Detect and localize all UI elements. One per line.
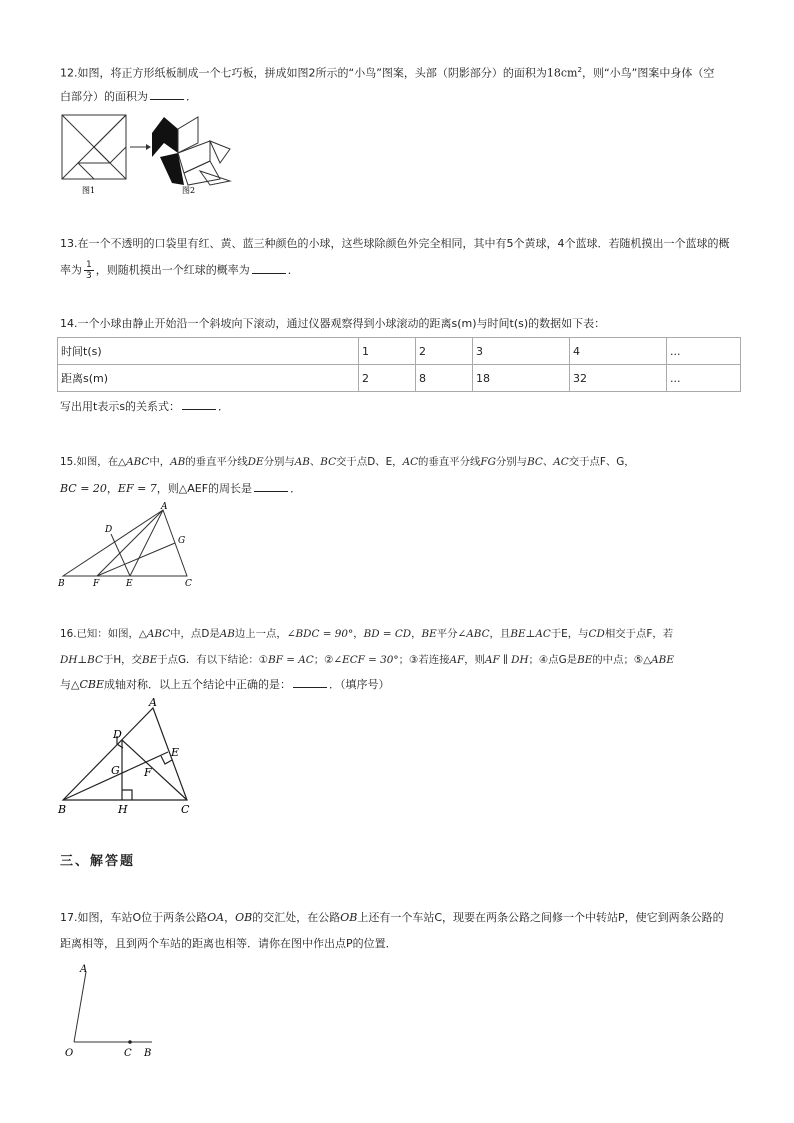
line-gf: [97, 543, 175, 576]
q16-c5v: △ABE: [643, 654, 674, 666]
q15-eq1: BC = 20: [60, 482, 107, 495]
fig1-label: 图1: [82, 186, 96, 195]
q14-table: [57, 337, 741, 392]
q17-line1: [60, 910, 724, 926]
q14-text: 14.一个小球由静止开始沿一个斜坡向下滚动，通过仪器观察得到小球滚动的距离s(m)与时间t(s)的数据如下表：: [60, 317, 606, 330]
q17-line2: [60, 936, 397, 952]
q16-ab: AB: [219, 628, 235, 640]
q17-t4: 距离相等，且到两个车站的距离也相等．请你在图中作出点P的位置．: [60, 937, 397, 950]
table-cell: 2: [416, 338, 473, 365]
triangle-abc: [63, 708, 187, 800]
road-oa: [74, 972, 86, 1042]
table-cell: 2: [359, 365, 416, 392]
line-af: [97, 510, 163, 576]
pt-h: H: [118, 803, 128, 816]
q13-end: ．: [287, 263, 299, 277]
q16-be: BE: [421, 628, 437, 640]
table-cell: 时间t(s): [58, 338, 359, 365]
q16-line3: [60, 676, 390, 693]
q16-cbe: △CBE: [71, 678, 104, 691]
q15-t2: 中，: [149, 456, 171, 468]
tangram-square: [62, 115, 126, 179]
pt-c: C: [185, 579, 192, 589]
section-title: 三、解答题: [60, 854, 136, 869]
table-row: [58, 338, 741, 365]
q17-t1: 17.如图，车站O位于两条公路: [60, 911, 208, 924]
q12-area-sup: 2: [577, 66, 582, 74]
q17-t3: 上还有一个车站C，现要在两条公路之间修一个中转站P，使它到两条公路的: [357, 911, 724, 924]
q13-text-2a: 率为: [60, 263, 82, 277]
q12-line1: [60, 62, 714, 82]
pt-f: F: [93, 579, 100, 589]
table-cell: 3: [473, 338, 570, 365]
pt-g: G: [111, 764, 120, 777]
q13-text-2b: ，则随机摸出一个红球的概率为: [95, 263, 250, 277]
q16-answer-blank[interactable]: [293, 676, 327, 688]
bird-figure: [152, 117, 230, 185]
q16-t12: ，则: [464, 654, 485, 666]
q15-t8: 交于点F、G，: [568, 456, 635, 468]
q15-t4: 分别与: [263, 456, 295, 468]
q16-line1: [60, 626, 673, 642]
q16-t13: ；④点G是: [528, 654, 578, 666]
table-cell: 18: [473, 365, 570, 392]
table-row: [58, 365, 741, 392]
q16-t5: ，且: [489, 628, 511, 640]
pt-b: B: [58, 803, 67, 816]
q15-ab2: AB: [294, 456, 310, 468]
q16-t10: ；②: [313, 654, 334, 666]
table-cell: 8: [416, 365, 473, 392]
q15-fg: FG: [480, 456, 496, 468]
q14-end: ．: [218, 400, 230, 413]
table-cell: ...: [667, 338, 741, 365]
pt-b: B: [144, 1048, 152, 1059]
q16-t14: 的中点；⑤: [592, 654, 644, 666]
right-angle-h: [122, 790, 132, 800]
fig2-label: 图2: [182, 186, 196, 195]
q15-ab: AB: [170, 456, 186, 468]
q13-answer-blank[interactable]: [252, 262, 286, 274]
q16-line2: [60, 652, 674, 668]
q15-line2: [60, 480, 301, 497]
q12-line2: [60, 88, 197, 105]
q14-line2: [60, 398, 229, 415]
q15-bc2: BC: [527, 456, 543, 468]
q16-t17: ．（填序号）: [329, 678, 390, 691]
arrow-head: [146, 144, 151, 150]
pt-c: C: [124, 1048, 132, 1059]
table-cell: 32: [570, 365, 667, 392]
q16-t1: 16.已知：如图，△: [60, 628, 147, 640]
q16-t16: 成轴对称．以上五个结论中正确的是：: [104, 678, 291, 691]
q16-abc: ∠ABC: [457, 628, 490, 640]
q15-t7: 分别与: [495, 456, 528, 468]
q15-de: DE: [247, 456, 264, 468]
q16-t2: 中，点D是: [170, 628, 220, 640]
q16-t6: 于E，与: [550, 628, 589, 640]
q15-end: ．: [290, 482, 302, 495]
q16-t8: 于H，交: [102, 654, 142, 666]
q15-line1: [60, 454, 635, 470]
q16-bd: BD = CD: [363, 628, 412, 640]
pt-e: E: [171, 746, 180, 759]
pt-d: D: [105, 525, 113, 535]
q15-answer-blank[interactable]: [254, 480, 288, 492]
q17-ob2: OB: [340, 911, 358, 924]
q16-beac: BE⊥AC: [510, 628, 551, 640]
q16-cd: CD: [588, 628, 605, 640]
pt-d: D: [113, 728, 122, 741]
pt-a: A: [149, 696, 157, 709]
q17-oa: OA: [207, 911, 225, 924]
q14-after: 写出用t表示s的关系式：: [60, 400, 181, 413]
q17-ob: OB: [235, 911, 253, 924]
frac-num: 1: [86, 260, 92, 270]
pt-f: F: [144, 766, 152, 779]
q12-text-b: ，则“小鸟”图案中身体（空: [581, 66, 715, 80]
q16-t11: ；③若连接: [398, 654, 450, 666]
q16-c3v: AF ∥ DH: [485, 654, 529, 666]
q12-end: ．: [186, 90, 197, 103]
frac-den: 3: [86, 271, 92, 281]
pt-e: E: [126, 579, 133, 589]
table-cell: ...: [667, 365, 741, 392]
q12-area: 18cm: [546, 66, 578, 80]
q16-af: AF: [449, 654, 465, 666]
q16-t3: 边上一点，: [234, 628, 287, 640]
line-de: [111, 534, 130, 576]
q15-t9: ，则△AEF的周长是: [156, 482, 253, 495]
q16-figure: [55, 694, 205, 818]
q15-figure: [55, 500, 205, 590]
q15-bc: BC: [320, 456, 337, 468]
q16-t15: 与: [60, 678, 71, 691]
q16-c2v: ∠ECF = 30°: [333, 654, 399, 666]
q16-c1v: BF = AC: [268, 654, 314, 666]
table-cell: 1: [359, 338, 416, 365]
q16-be-3: BE: [577, 654, 593, 666]
q12-text: 12.如图，将正方形纸板制成一个七巧板，拼成如图2所示的“小鸟”图案，头部（阴影部分）的面积为: [60, 66, 547, 80]
q12-answer-blank[interactable]: [150, 88, 184, 100]
q15-sep2: 、: [542, 456, 554, 468]
q17-figure: [58, 958, 168, 1062]
q15-sep1: 、: [309, 456, 321, 468]
pt-g: G: [178, 536, 186, 546]
q12-text-2: 白部分）的面积为: [60, 90, 148, 103]
line-ae: [130, 510, 163, 576]
q15-t5: 交于点D、E，: [336, 456, 403, 468]
table-cell: 4: [570, 338, 667, 365]
q16-be-2: BE: [141, 654, 158, 666]
q16-tri: ABC: [146, 628, 171, 640]
pt-o: O: [65, 1048, 74, 1059]
q17-t2: 的交汇处，在公路: [252, 911, 341, 924]
pt-a: A: [80, 964, 88, 975]
q16-dh: DH⊥BC: [60, 654, 103, 666]
pt-a: A: [161, 502, 168, 512]
q14-answer-blank[interactable]: [182, 398, 216, 410]
q15-tri: ABC: [126, 456, 150, 468]
q13-line2: [60, 260, 299, 281]
q15-ac2: AC: [553, 456, 569, 468]
pt-c: C: [181, 803, 190, 816]
q16-ang: ∠BDC = 90°: [286, 628, 354, 640]
q12-figure: [60, 113, 240, 199]
q15-t3: 的垂直平分线: [185, 456, 248, 468]
station-c-dot: [128, 1040, 132, 1044]
q16-c2: ，: [411, 628, 422, 640]
q15-comma: ，: [106, 482, 118, 495]
q16-t7: 相交于点F，若: [604, 628, 674, 640]
table-cell: 距离s(m): [58, 365, 359, 392]
q15-ac: AC: [402, 456, 419, 468]
q16-t4: 平分: [436, 628, 458, 640]
q13-fraction: [84, 260, 94, 281]
q16-t9: 于点G．有以下结论：①: [157, 654, 269, 666]
q14-line1: [60, 316, 605, 332]
q15-t6: 的垂直平分线: [418, 456, 481, 468]
q16-c1: ，: [353, 628, 364, 640]
q17-sep: ，: [224, 911, 236, 924]
pt-b: B: [58, 579, 65, 589]
q13-line1: [60, 236, 730, 252]
q15-t1: 15.如图，在△: [60, 456, 127, 468]
q15-eq2: EF = 7: [117, 482, 157, 495]
q13-text: 13.在一个不透明的口袋里有红、黄、蓝三种颜色的小球，这些球除颜色外完全相同，其中有5个黄球，4个蓝球．若随机摸出一个蓝球的概: [60, 237, 730, 250]
